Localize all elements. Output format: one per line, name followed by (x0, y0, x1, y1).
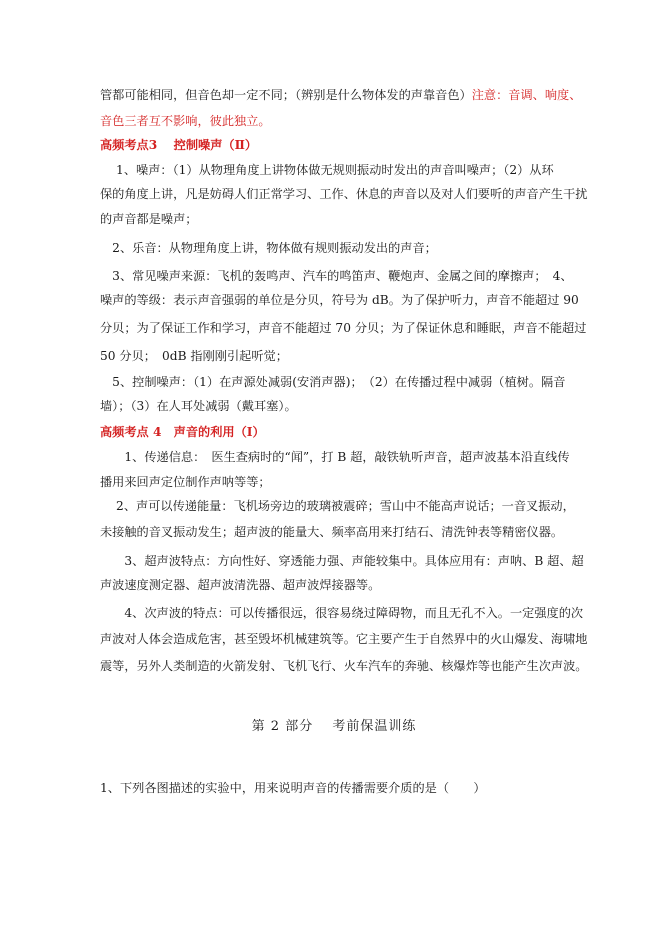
text-run: 4、次声波的特点：可以传播很远，很容易绕过障碍物，而且无孔不入。一定强度的次 (100, 606, 584, 620)
text-line (100, 605, 584, 621)
text-run: 注意：音调、响度、 (471, 88, 582, 102)
text-line (100, 631, 588, 647)
text-line (100, 320, 587, 336)
text-line (100, 498, 575, 514)
text-run: 震等，另外人类制造的火箭发射、飞机飞行、火车汽车的奔驰、核爆炸等也能产生次声波。 (100, 659, 588, 673)
text-line (100, 374, 568, 390)
text-line (100, 658, 588, 674)
text-run: 2、乐音：从物理角度上讲，物体做有规则振动发出的声音； (100, 241, 437, 255)
text-line (100, 113, 568, 129)
text-line (100, 186, 588, 202)
text-line (100, 87, 582, 103)
text-line (100, 424, 568, 440)
text-run: 1、传递信息： 医生查病时的“闻”，打 B 超，敲铁轨听声音，超声波基本沿直线传 (100, 450, 570, 464)
text-line (100, 577, 568, 593)
text-run: 5、控制噪声：（1）在声源处减弱(安消声器)； （2）在传播过程中减弱（植树。隔音 (100, 375, 566, 389)
text-line (100, 449, 568, 465)
text-run: 播用来回声定位制作声呐等等； (100, 475, 271, 489)
text-run: 声波速度测定器、超声波清洗器、超声波焊接器等。 (100, 578, 381, 592)
text-line (100, 162, 568, 178)
text-run: 管都可能相同，但音色却一定不同；（辨别是什么物体发的声靠音色） (100, 88, 472, 102)
question-1: 1、下列各图描述的实验中，用来说明声音的传播需要介质的是（ ） (100, 781, 486, 795)
section-heading: 高频考点3 控制噪声（Ⅱ） (100, 138, 258, 152)
text-run: 未接触的音叉振动发生；超声波的能量大、频率高用来打结石、清洗钟表等精密仪器。 (100, 525, 564, 539)
section-title: 第 2 部分 考前保温训练 (251, 719, 417, 734)
text-run: 50 分贝； 0dB 指刚刚引起听觉； (100, 349, 288, 363)
text-run: 分贝；为了保证工作和学习，声音不能超过 70 分贝；为了保证休息和睡眠，声音不能超过 (100, 321, 587, 335)
text-line (100, 240, 568, 256)
text-run: 保的角度上讲，凡是妨碍人们正常学习、工作、休息的声音以及对人们要听的声音产生干扰 (100, 187, 588, 201)
text-run: 声波对人体会造成危害，甚至毁坏机械建筑等。它主要产生于自然界中的火山爆发、海啸地 (100, 632, 588, 646)
text-run: 2、声可以传递能量：飞机场旁边的玻璃被震碎；雪山中不能高声说话；一音叉振动， (100, 499, 575, 513)
text-run: 3、常见噪声来源：飞机的轰鸣声、汽车的鸣笛声、鞭炮声、金属之间的摩擦声； 4、 (100, 269, 573, 283)
text-run: 噪声的等级：表示声音强弱的单位是分贝，符号为 dB。为了保护听力，声音不能超过 90 (100, 293, 579, 307)
text-run: 的声音都是噪声； (100, 212, 198, 226)
text-run: 3、超声波特点：方向性好、穿透能力强、声能较集中。具体应用有：声呐、B 超、超 (100, 554, 584, 568)
text-line (100, 474, 568, 490)
text-run: 墙）；（3）在人耳处减弱（戴耳塞）。 (100, 399, 297, 413)
text-line (100, 292, 579, 308)
text-line (100, 553, 584, 569)
text-run: 1、噪声：（1）从物理角度上讲物体做无规则振动时发出的声音叫噪声；（2）从环 (100, 163, 554, 177)
text-line (100, 268, 573, 284)
text-line (100, 524, 568, 540)
text-line (100, 398, 568, 414)
text-line (100, 211, 568, 227)
text-line (100, 348, 568, 364)
text-line (100, 137, 568, 153)
text-run: 音色三者互不影响，彼此独立。 (100, 114, 271, 128)
section-heading: 高频考点 4 声音的利用（Ⅰ） (100, 425, 265, 439)
